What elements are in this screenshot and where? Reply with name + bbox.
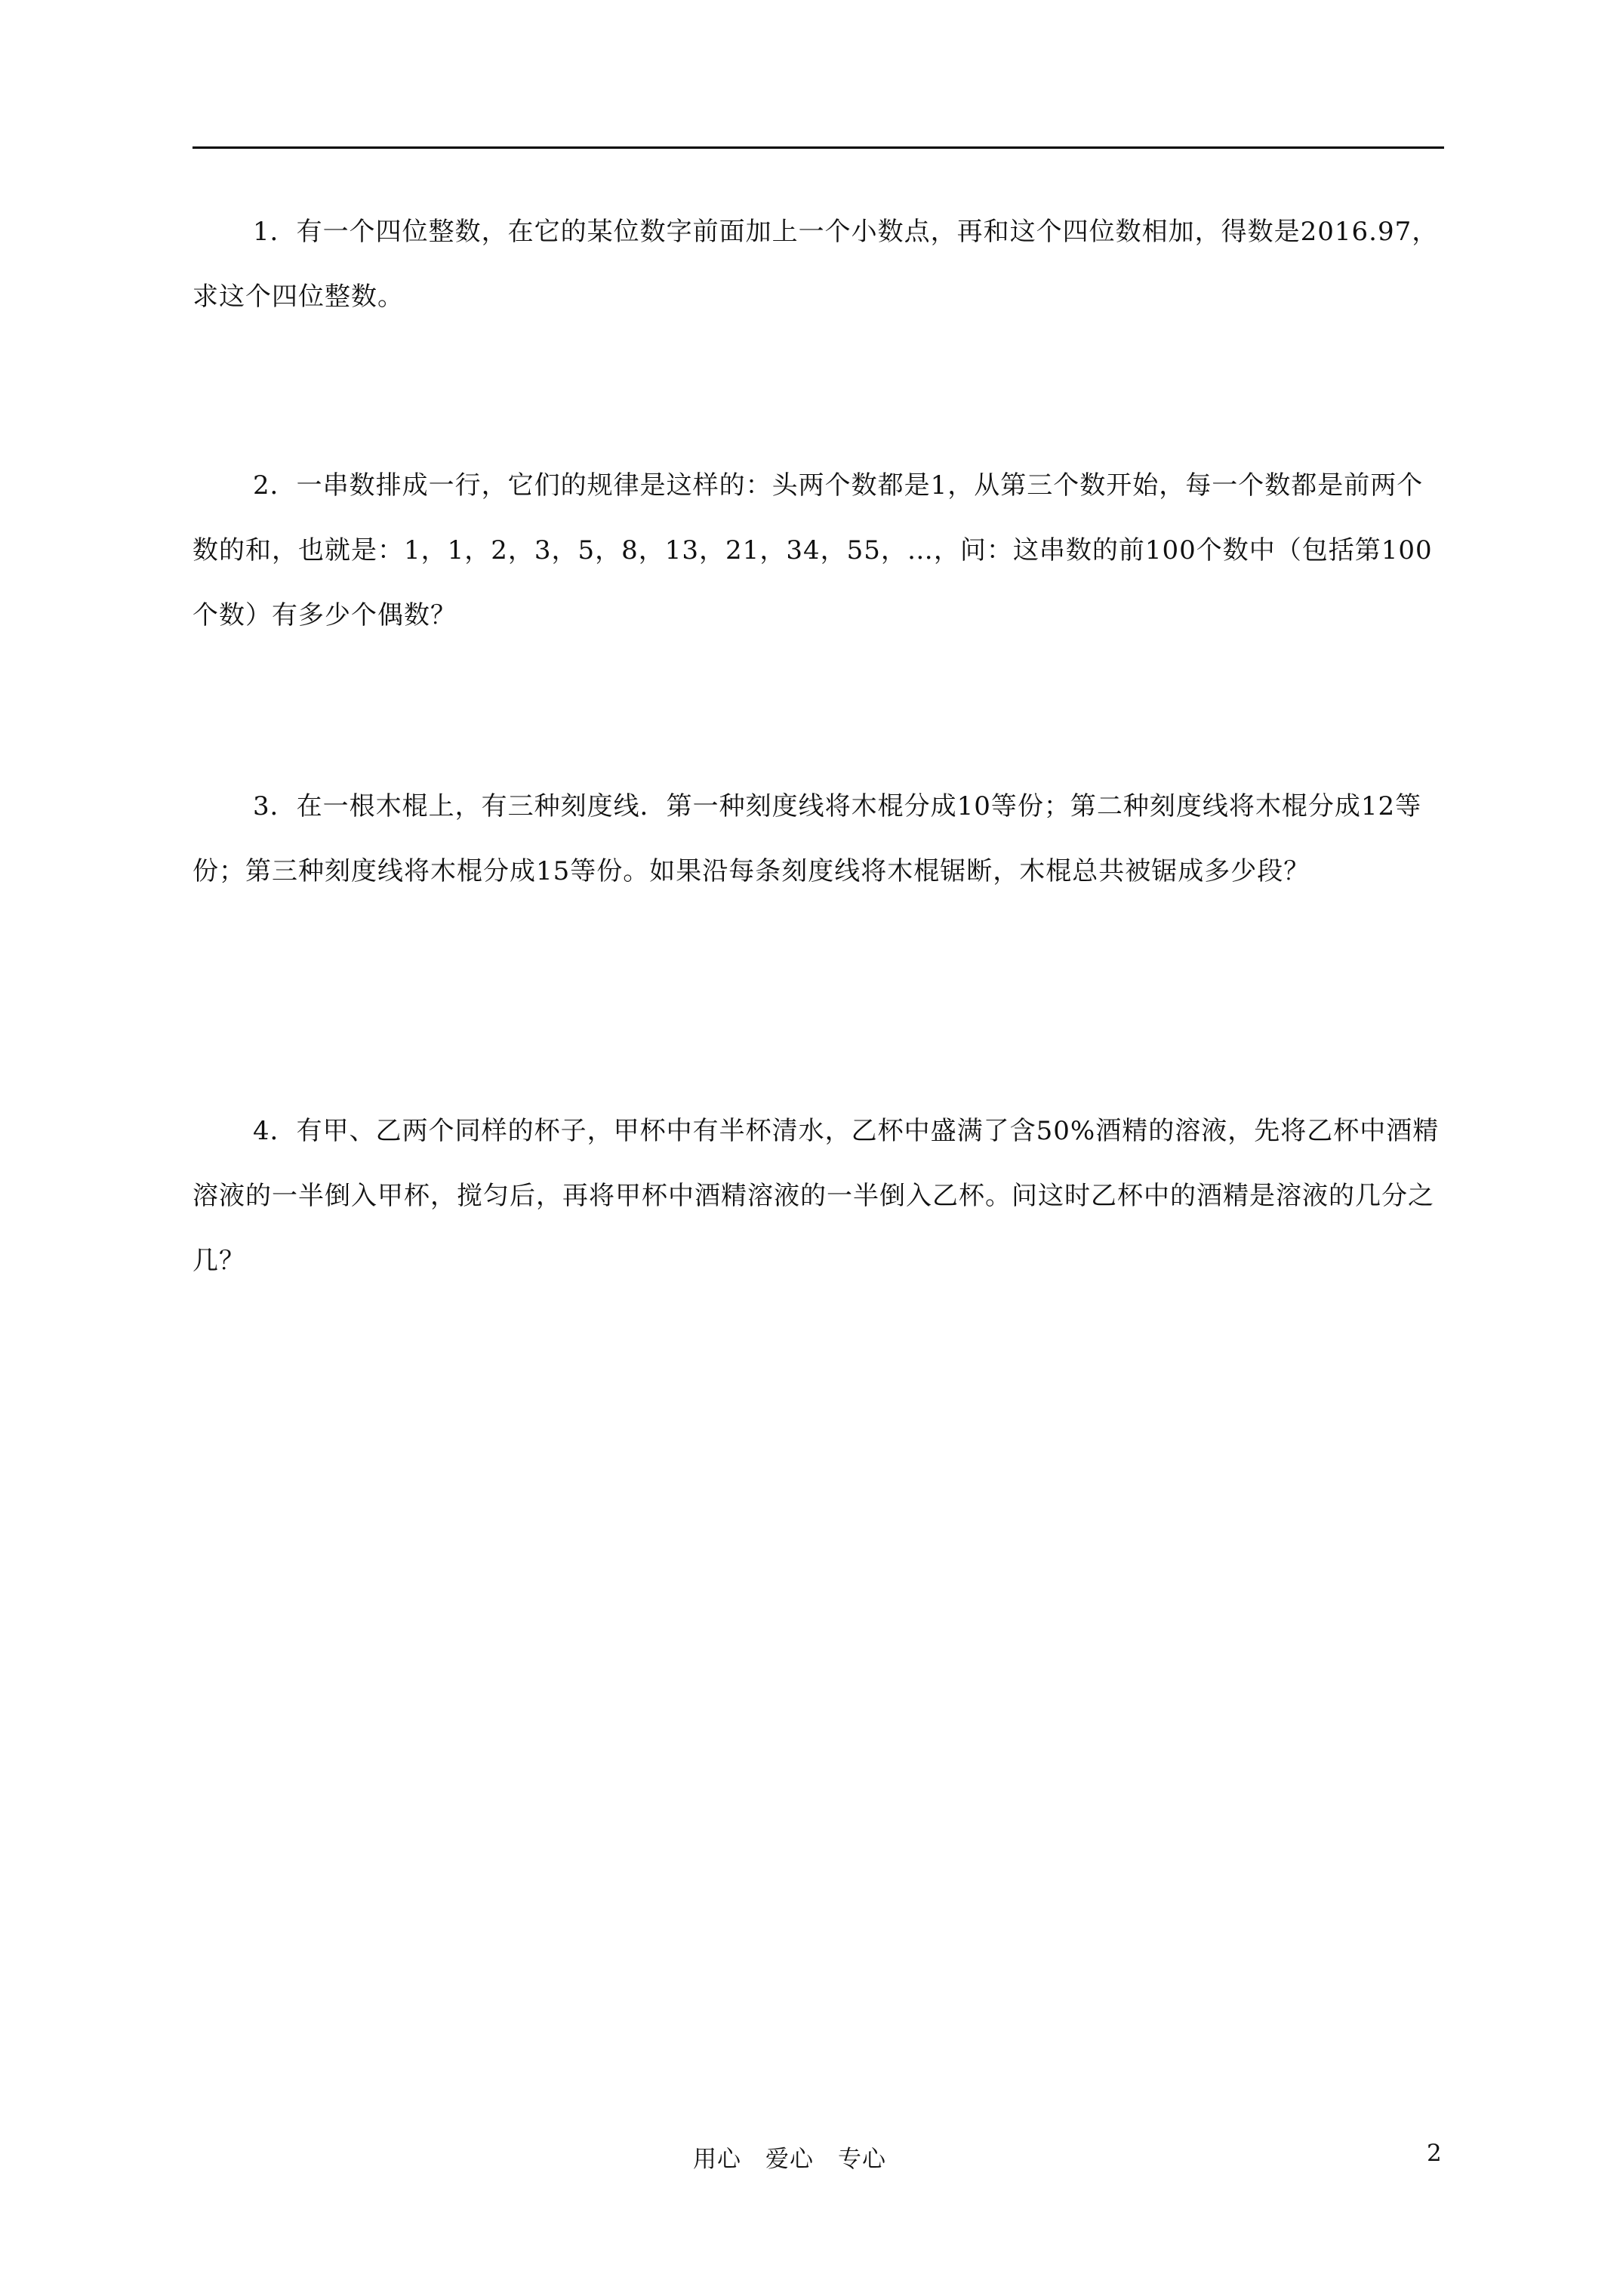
question-3-text: 3．在一根木棍上，有三种刻度线．第一种刻度线将木棍分成10等份；第二种刻度线将木棍分成12等份；第三种刻度线将木棍分成15等份。如果沿每条刻度线将木棍锯断，木棍总共被锯成多少段？ — [192, 791, 1422, 886]
footer-motto: 用心 爱心 专心 — [693, 2146, 886, 2173]
question-1 — [192, 199, 1446, 329]
question-2-text: 2．一串数排成一行，它们的规律是这样的：头两个数都是1，从第三个数开始，每一个数都是前两个数的和，也就是：1，1，2，3，5，8，13，21，34，55，…，问：这串数的前100个数中（包括第100个数）有多少个偶数？ — [192, 470, 1433, 630]
question-1-text: 1．有一个四位整数，在它的某位数字前面加上一个小数点，再和这个四位数相加，得数是2016.97，求这个四位整数。 — [192, 217, 1439, 312]
page-footer — [0, 2140, 1623, 2177]
question-4 — [192, 1099, 1446, 1293]
page-number: 2 — [1427, 2140, 1442, 2167]
header-rule — [192, 146, 1444, 149]
question-3 — [192, 774, 1446, 904]
question-2 — [192, 453, 1446, 648]
question-4-text: 4．有甲、乙两个同样的杯子，甲杯中有半杯清水，乙杯中盛满了含50%酒精的溶液，先将乙杯中酒精溶液的一半倒入甲杯，搅匀后，再将甲杯中酒精溶液的一半倒入乙杯。问这时乙杯中的酒精是溶液的几分之几？ — [192, 1116, 1440, 1276]
